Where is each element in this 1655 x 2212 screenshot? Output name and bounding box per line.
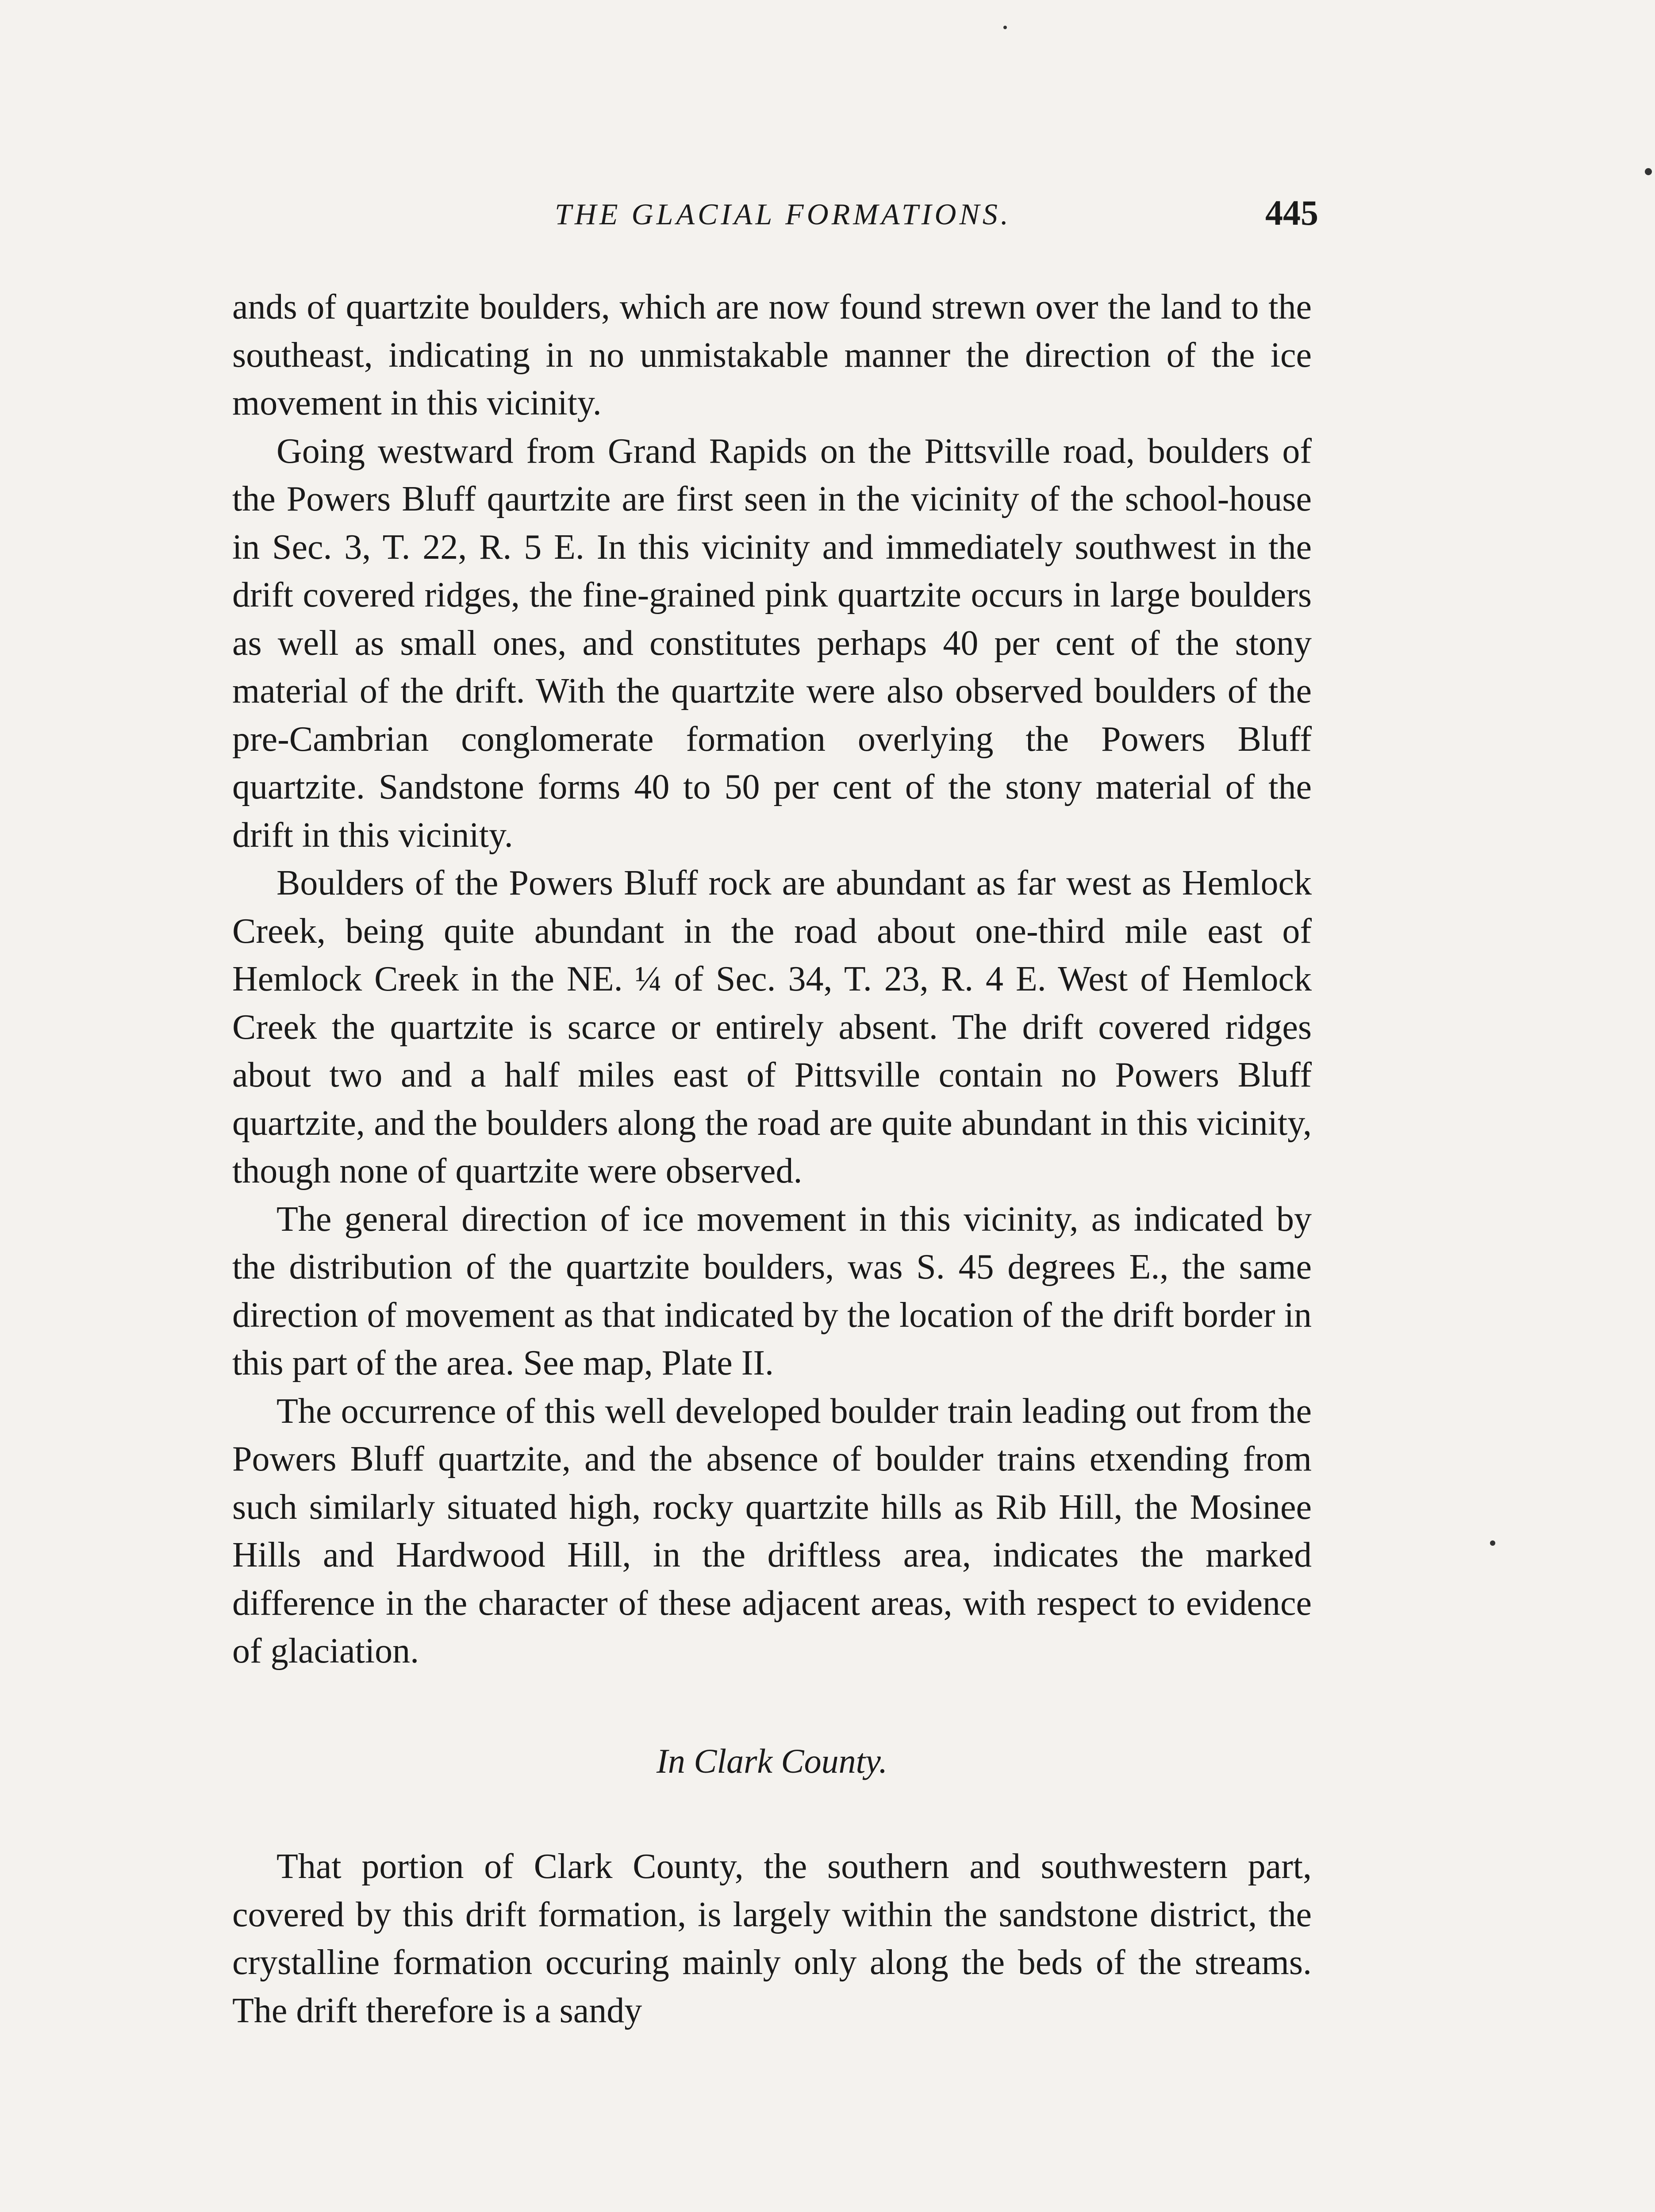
section-heading: In Clark County. (656, 1741, 888, 1780)
paragraph-pittsville-road: Going westward from Grand Rapids on the Pittsville road, boulders of the Powers Bluff qaurtzite are first seen in the vicinity of the school-house in Sec. 3, T. 22, R. 5 E. In this vicinity and immediately southwest in the drift covered ridges, the fine-grained pink quartzite occurs in large boulders as well as small ones, and constitutes perhaps 40 per cent of the stony material of the drift. With the quartzite were also observed boulders of the pre-Cambrian conglomerate formation overlying the Powers Bluff quartzite. Sandstone forms 40 to 50 per cent of the stony material of the drift in this vicinity. (232, 431, 1312, 855)
dust-speck (1645, 168, 1652, 175)
dust-speck (1490, 1540, 1495, 1546)
paragraph-clark-county: That portion of Clark County, the southern and southwestern part, covered by this drift formation, is largely within the sandstone district, the crystalline formation occuring mainly only along the beds of the streams. The drift therefore is a sandy (232, 1847, 1312, 2030)
page-number: 445 (1265, 194, 1318, 233)
running-title: THE GLACIAL FORMATIONS. (555, 197, 1011, 231)
body-text (232, 283, 1312, 2035)
dust-speck (1003, 26, 1007, 29)
paragraph-hemlock-creek: Boulders of the Powers Bluff rock are abundant as far west as Hemlock Creek, being quite abundant in the road about one-third mile east of Hemlock Creek in the NE. ¼ of Sec. 34, T. 23, R. 4 E. West of Hemlock Creek the quartzite is scarce or entirely absent. The drift covered ridges about two and a half miles east of Pittsville contain no Powers Bluff quartzite, and the boulders along the road are quite abundant in this vicinity, though none of quartzite were observed. (232, 864, 1312, 1190)
running-head (248, 194, 1318, 250)
paragraph-ice-direction: The general direction of ice movement in this vicinity, as indicated by the distribution of the quartzite boulders, was S. 45 degrees E., the same direction of movement as that indicated by the location of the drift border in this part of the area. See map, Plate II. (232, 1199, 1312, 1382)
paragraph-continuation: ands of quartzite boulders, which are now found strewn over the land to the southeast, indicating in no unmistakable manner the direction of the ice movement in this vicinity. (232, 288, 1312, 422)
paragraph-boulder-train: The occurrence of this well developed boulder train leading out from the Powers Bluff quartzite, and the absence of boulder trains etxending from such similarly situated high, rocky quartzite hills as Rib Hill, the Mosinee Hills and Hardwood Hill, in the driftless area, indicates the marked difference in the character of these adjacent areas, with respect to evidence of glaciation. (232, 1391, 1312, 1671)
